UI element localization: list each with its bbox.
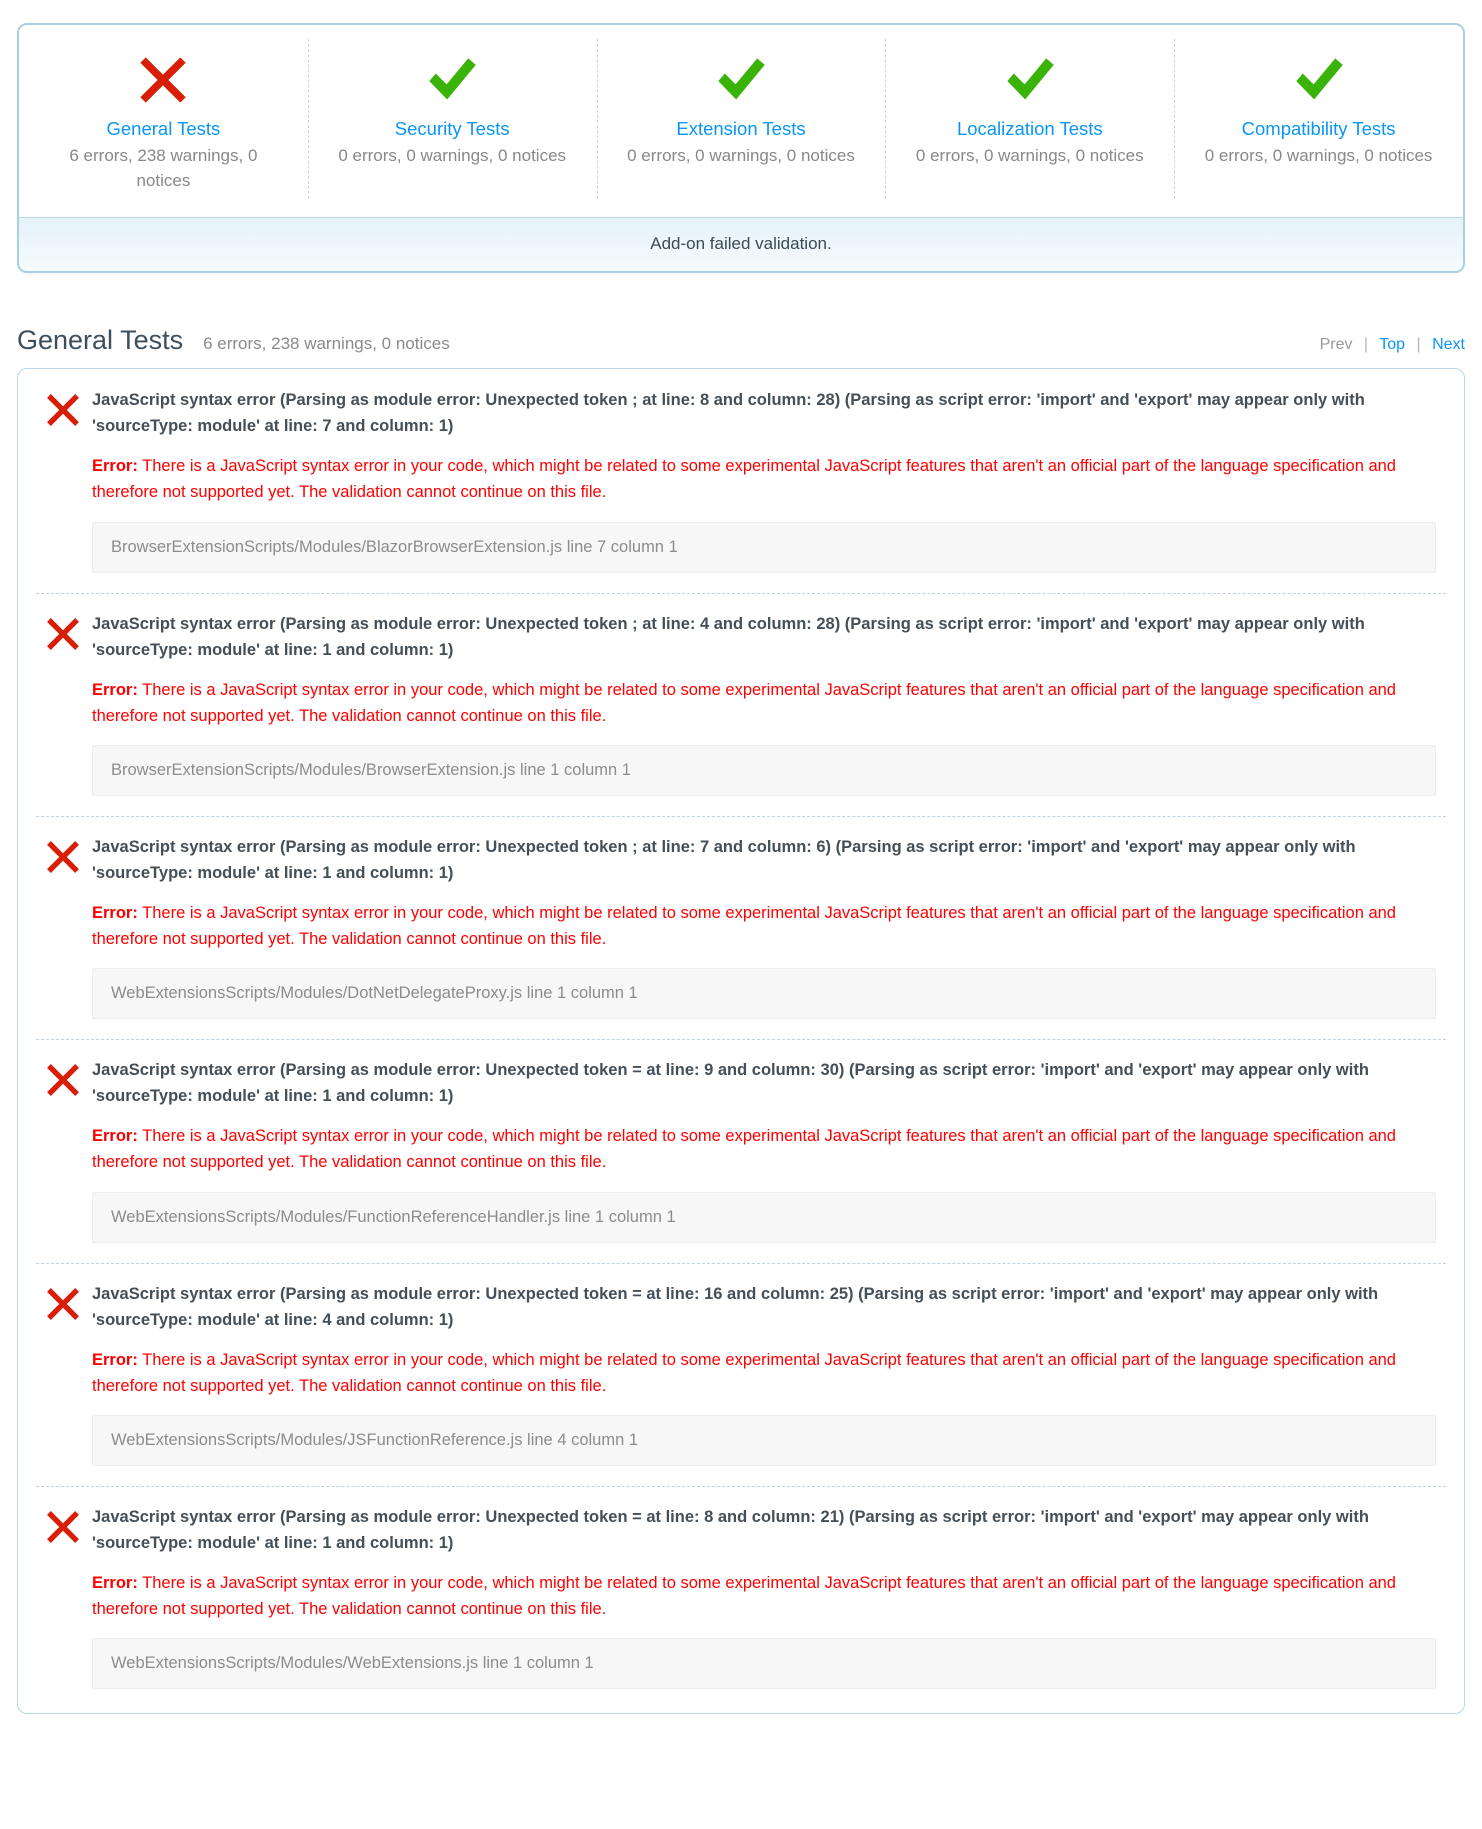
result-severity-label: Error: bbox=[92, 1127, 138, 1146]
result-item bbox=[18, 1039, 1464, 1262]
result-severity-label: Error: bbox=[92, 1350, 138, 1369]
result-body bbox=[86, 1057, 1436, 1242]
success-check-icon bbox=[611, 49, 872, 111]
result-title: JavaScript syntax error (Parsing as module error: Unexpected token ; at line: 8 and column: 28) (Parsing as script error: 'import' and 'export' may appear only with 'sourceType: module' at line: 7 and column: 1) bbox=[92, 391, 1365, 436]
section-navigation bbox=[1320, 336, 1465, 354]
summary-tile-counts: 0 errors, 0 warnings, 0 notices bbox=[915, 145, 1144, 165]
summary-tile-link[interactable]: Extension Tests bbox=[676, 118, 806, 139]
result-title: JavaScript syntax error (Parsing as module error: Unexpected token ; at line: 7 and column: 6) (Parsing as script error: 'import' and 'export' may appear only with 'sourceType: module' at line: 1 and column: 1) bbox=[92, 837, 1356, 882]
next-link[interactable]: Next bbox=[1432, 336, 1465, 354]
result-item bbox=[18, 1486, 1464, 1709]
result-item bbox=[18, 1263, 1464, 1486]
result-item bbox=[18, 816, 1464, 1039]
result-description bbox=[92, 1347, 1436, 1399]
summary-tile-link[interactable]: General Tests bbox=[106, 118, 221, 139]
summary-tile-counts: 0 errors, 0 warnings, 0 notices bbox=[1204, 145, 1433, 165]
result-description-text: There is a JavaScript syntax error in your code, which might be related to some experimental JavaScript features that aren't an official part of the language specification and therefore not supported yet. The validation cannot continue on this file. bbox=[92, 1127, 1396, 1172]
summary-tile-counts: 0 errors, 0 warnings, 0 notices bbox=[627, 145, 855, 165]
prev-link[interactable]: Prev bbox=[1319, 336, 1353, 354]
summary-tile bbox=[19, 35, 308, 203]
summary-tile bbox=[1174, 35, 1463, 203]
success-check-icon bbox=[899, 49, 1160, 111]
test-summary-tiles bbox=[19, 25, 1463, 217]
section-header bbox=[17, 325, 1465, 356]
summary-tile bbox=[597, 35, 886, 203]
result-description-text: There is a JavaScript syntax error in your code, which might be related to some experimental JavaScript features that aren't an official part of the language specification and therefore not supported yet. The validation cannot continue on this file. bbox=[92, 1350, 1396, 1395]
error-cross-icon bbox=[40, 834, 86, 876]
result-description bbox=[92, 900, 1436, 952]
summary-tile bbox=[308, 35, 597, 203]
result-body bbox=[86, 387, 1436, 572]
section-counts: 6 errors, 238 warnings, 0 notices bbox=[203, 334, 450, 354]
result-file-path: BrowserExtensionScripts/Modules/BrowserExtension.js line 1 column 1 bbox=[92, 745, 1436, 796]
result-body bbox=[86, 1281, 1436, 1466]
success-check-icon bbox=[322, 49, 583, 111]
result-file-path: WebExtensionsScripts/Modules/JSFunctionReference.js line 4 column 1 bbox=[92, 1415, 1436, 1466]
success-check-icon bbox=[1188, 49, 1449, 111]
result-description-text: There is a JavaScript syntax error in your code, which might be related to some experimental JavaScript features that aren't an official part of the language specification and therefore not supported yet. The validation cannot continue on this file. bbox=[92, 680, 1396, 725]
error-cross-icon bbox=[33, 49, 294, 111]
error-cross-icon bbox=[40, 1504, 86, 1546]
summary-tile-link[interactable]: Security Tests bbox=[394, 118, 510, 139]
result-title: JavaScript syntax error (Parsing as module error: Unexpected token = at line: 16 and column: 25) (Parsing as script error: 'import' and 'export' may appear only with 'sourceType: module' at line: 4 and column: 1) bbox=[92, 1284, 1379, 1329]
result-item bbox=[18, 593, 1464, 816]
result-file-path: WebExtensionsScripts/Modules/DotNetDelegateProxy.js line 1 column 1 bbox=[92, 968, 1436, 1019]
error-cross-icon bbox=[40, 1281, 86, 1323]
result-body bbox=[86, 611, 1436, 796]
result-severity-label: Error: bbox=[92, 1574, 138, 1593]
result-file-path: BrowserExtensionScripts/Modules/BlazorBrowserExtension.js line 7 column 1 bbox=[92, 522, 1436, 573]
summary-tile-counts: 0 errors, 0 warnings, 0 notices bbox=[338, 145, 567, 165]
result-item bbox=[18, 369, 1464, 592]
result-file-path: WebExtensionsScripts/Modules/FunctionReferenceHandler.js line 1 column 1 bbox=[92, 1192, 1436, 1243]
result-description bbox=[92, 1570, 1436, 1622]
result-title: JavaScript syntax error (Parsing as module error: Unexpected token ; at line: 4 and column: 28) (Parsing as script error: 'import' and 'export' may appear only with 'sourceType: module' at line: 1 and column: 1) bbox=[92, 614, 1365, 659]
result-description-text: There is a JavaScript syntax error in your code, which might be related to some experimental JavaScript features that aren't an official part of the language specification and therefore not supported yet. The validation cannot continue on this file. bbox=[92, 904, 1396, 949]
result-description bbox=[92, 677, 1436, 729]
result-description bbox=[92, 1123, 1436, 1175]
summary-tile-link[interactable]: Compatibility Tests bbox=[1241, 118, 1396, 139]
page-title: General Tests bbox=[17, 325, 184, 356]
top-link[interactable]: Top bbox=[1379, 336, 1406, 354]
nav-separator-1: | bbox=[1363, 336, 1369, 354]
error-cross-icon bbox=[40, 611, 86, 653]
error-cross-icon bbox=[40, 1057, 86, 1099]
result-description-text: There is a JavaScript syntax error in your code, which might be related to some experimental JavaScript features that aren't an official part of the language specification and therefore not supported yet. The validation cannot continue on this file. bbox=[92, 1574, 1396, 1619]
result-severity-label: Error: bbox=[92, 680, 138, 699]
summary-tile-link[interactable]: Localization Tests bbox=[956, 118, 1103, 139]
result-title: JavaScript syntax error (Parsing as module error: Unexpected token = at line: 9 and column: 30) (Parsing as script error: 'import' and 'export' may appear only with 'sourceType: module' at line: 1 and column: 1) bbox=[92, 1061, 1369, 1106]
result-description-text: There is a JavaScript syntax error in your code, which might be related to some experimental JavaScript features that aren't an official part of the language specification and therefore not supported yet. The validation cannot continue on this file. bbox=[92, 457, 1396, 502]
result-severity-label: Error: bbox=[92, 457, 138, 476]
summary-tile-counts: 6 errors, 238 warnings, 0 notices bbox=[69, 145, 258, 190]
validation-summary-panel bbox=[17, 23, 1465, 273]
result-body bbox=[86, 1504, 1436, 1689]
result-title: JavaScript syntax error (Parsing as module error: Unexpected token = at line: 8 and column: 21) (Parsing as script error: 'import' and 'export' may appear only with 'sourceType: module' at line: 1 and column: 1) bbox=[92, 1507, 1369, 1553]
result-file-path: WebExtensionsScripts/Modules/WebExtensions.js line 1 column 1 bbox=[92, 1638, 1436, 1689]
error-cross-icon bbox=[40, 387, 86, 429]
nav-separator-2: | bbox=[1416, 336, 1421, 354]
result-body bbox=[86, 834, 1436, 1019]
result-severity-label: Error: bbox=[92, 904, 138, 923]
result-description bbox=[92, 453, 1436, 505]
results-list bbox=[17, 368, 1465, 1714]
summary-tile bbox=[885, 35, 1174, 203]
validation-status-message: Add-on failed validation. bbox=[19, 217, 1463, 271]
